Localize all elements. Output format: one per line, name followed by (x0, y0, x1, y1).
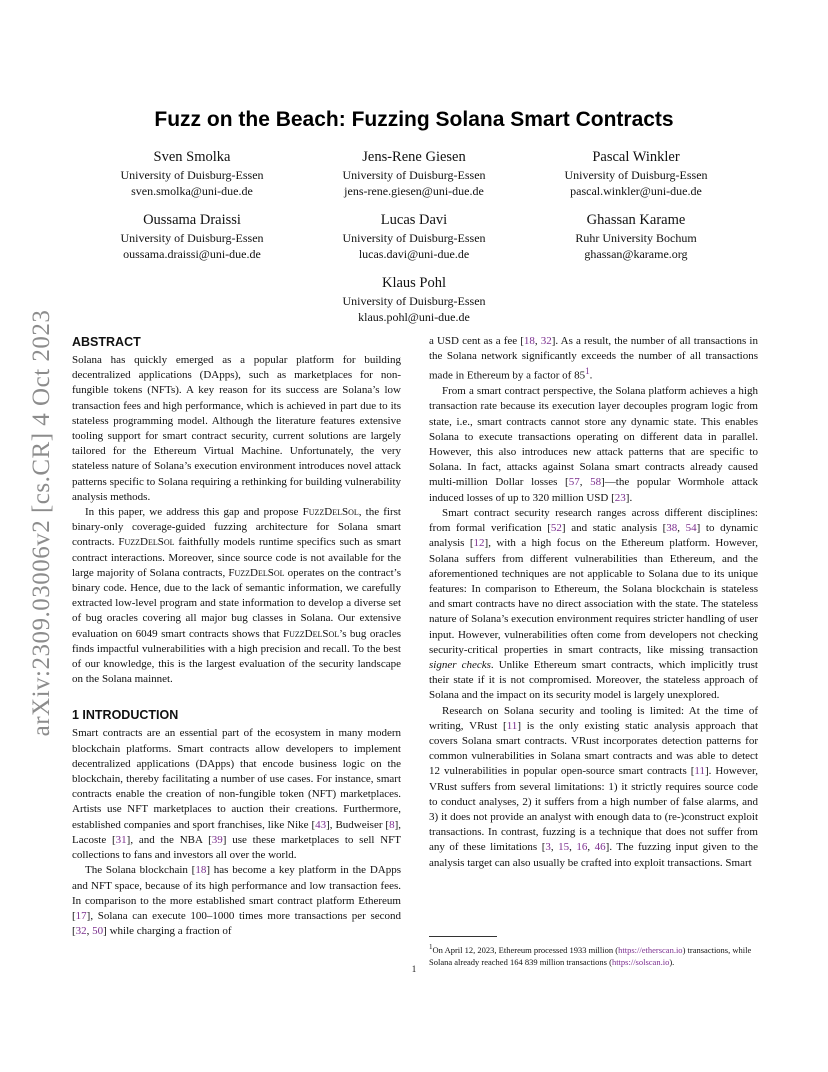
text-run: ] is the only existing static analysis approach that covers Solana smart contracts. VRust incorporates detection patterns for common vulnerabilities in Solana smart contracts and was able to detect 12 vulnerabilities in popular open-source smart contracts [ (429, 719, 758, 778)
text-run: From a smart contract perspective, the Solana platform achieves a high transaction rate because its execution layer decouples program logic from state, i.e., smart contracts cannot store any dynamic state. This enables Solana to execute transactions operating on different data in parallel. However, this also introduces new attack patterns that are specific to Solana. In fact, attacks against Solana smart contracts already caused multi-million Dollar losses [ (429, 385, 758, 489)
author-email: klaus.pohl@uni-due.de (358, 310, 470, 324)
author-affiliation: University of Duisburg-Essen (564, 168, 708, 182)
arxiv-identifier (22, 296, 62, 750)
right-column (429, 334, 758, 871)
author-affiliation: University of Duisburg-Essen (120, 168, 264, 182)
citation-link[interactable]: 12 (473, 537, 485, 550)
author-name: Lucas Davi (380, 212, 448, 228)
text-run: a USD cent as a fee [ (429, 335, 524, 347)
text-run: ). (669, 956, 675, 967)
text-run: ]. As a result, the number of all transactions in the Solana network significantly exceeds the number of all transactions made in Ethereum by a factor of 85 (429, 335, 758, 383)
citation-link[interactable]: 58 (590, 476, 602, 489)
author-name: Klaus Pohl (381, 275, 447, 291)
author-affiliation: Ruhr University Bochum (575, 231, 697, 245)
text-run: The Solana blockchain [ (85, 864, 196, 877)
citation-link[interactable]: 43 (315, 818, 327, 831)
right-paragraph-2: From a smart contract perspective, the Solana platform achieves a high transaction rate because its execution layer decouples program logic from state, i.e., smart contracts cannot store any dynamic state. This enables Solana to execute transactions operating on different data in parallel. However, this also introduces new attack patterns that are specific to Solana. In fact, attacks against Solana smart contracts already caused multi-million Dollar losses [57, 58]—the popular Wormhole attack induced losses of up to 320 million USD [23]. (429, 385, 758, 504)
author-block (516, 210, 756, 262)
citation-link[interactable]: 32 (75, 925, 87, 938)
author-affiliation: University of Duisburg-Essen (342, 168, 486, 182)
citation-link[interactable]: 15 (558, 841, 570, 854)
citation-link[interactable]: 11 (506, 719, 518, 732)
text-run: ]. The fuzzing input given to the analysis target can also usually be crafted into exploit transactions. Smart (429, 841, 759, 869)
citation-link[interactable]: 16 (576, 841, 588, 854)
intro-paragraph-1 (72, 726, 401, 863)
paper-title: Fuzz on the Beach: Fuzzing Solana Smart Contracts (154, 108, 674, 131)
text-run: In this paper, we address this gap and propose (85, 506, 303, 519)
tool-name: FuzzDelSol (228, 566, 285, 579)
text-run: ], Solana can execute 100–1000 times more transactions per second [ (72, 909, 401, 938)
text-run: ’s bug oracles finds impactful vulnerabilities with a high precision and recall. To the best of our knowledge, this is the largest evaluation of the security landscape on the Solana mainnet. (72, 627, 402, 686)
right-paragraph-1: a USD cent as a fee [18, 32]. As a result, the number of all transactions in the Solana network significantly exceeds the number of all transactions made in Ethereum by a factor of 85$^1$. (429, 335, 758, 383)
text-run: ], Lacoste [ (72, 818, 401, 846)
abstract-paragraph-2 (72, 505, 401, 687)
citation-link[interactable]: 18 (195, 864, 207, 877)
text-run: ], and the NBA [ (126, 833, 212, 846)
text-run: , the first binary-only coverage-guided fuzzing architecture for Solana smart contracts. (72, 506, 401, 549)
text-run: ] while charging a fraction of (103, 925, 232, 938)
citation-link[interactable]: 31 (115, 833, 127, 846)
citation-link[interactable]: 17 (75, 909, 87, 922)
page-number: 1 (411, 964, 417, 974)
tool-name: FuzzDelSol (118, 536, 175, 549)
author-block (516, 147, 756, 199)
arxiv-id-text: arXiv:2309.03006v2 [cs.CR] 4 Oct 2023 (28, 309, 55, 737)
introduction-heading: 1 INTRODUCTION (72, 708, 179, 723)
tool-name: FuzzDelSol (282, 627, 340, 640)
citation-link[interactable]: 39 (211, 833, 223, 846)
citation-link[interactable]: 11 (694, 765, 705, 778)
text-run: Smart contracts are an essential part of the ecosystem in many modern blockchain platforms. Smart contracts allow developers to implement decentralized applications (DApps) that encode business logic on the blockchain, thereby facilitating a number of use cases. For instance, smart contracts enable the creation of non-fungible token (NFT) marketplaces. Artists use NFT marketplaces to auction their creations. Furthermore, established companies and sport franchises, like Nike [ (72, 727, 401, 831)
citation-link[interactable]: 18 (523, 335, 535, 347)
abstract-heading: ABSTRACT (72, 335, 141, 349)
author-email: sven.smolka@uni-due.de (131, 184, 253, 198)
right-paragraph-3: Smart contract security research ranges across different disciplines: from formal verification [52] and static analysis [38, 54] to dynamic analysis [12], with a high focus on the Ethereum platform. However, Solana suffers from different vulnerabilities than Ethereum, and the aforementioned techniques are not applicable to Solana due to its unique features: In comparison to Ethereum, the Solana blockchain is stateless and smart contracts have no direct association with the state. The stateless nature of Solana’s execution environment requires stricter handling of user input. However, vulnerabilities often come from developers not checking security-critical properties in smart contracts, like missing transaction signer checks. Unlike Ethereum smart contracts, which implicitly trust their state if it is not compromised. Moreover, the stateless approach of Solana and the impact on its security model is largely unexplored. (429, 506, 758, 702)
right-paragraph-4: Research on Solana security and tooling is limited: At the time of writing, VRust [11] is the only existing static analysis approach that covers Solana smart contracts. VRust incorporates detection patterns for common vulnerabilities in Solana smart contracts and was able to detect 12 vulnerabilities in popular open-source smart contracts [11]. However, VRust suffers from several limitations: 1) it strictly requires source code to conduct analyses, 2) it suffers from a high number of false alarms, and 3) it does not provide an analyst with enough data to (re-)construct exploit transactions. In contrast, fuzzing is a technique that does not suffer from any of these limitations [3, 15, 16, 46]. The fuzzing input given to the analysis target can also usually be crafted into exploit transactions. Smart (429, 704, 759, 869)
emphasis-text: signer checks (429, 658, 491, 671)
citation-link[interactable]: 3 (545, 841, 551, 854)
text-run: On April 12, 2023, Ethereum processed 1933 million ( (432, 944, 619, 955)
citation-link[interactable]: 23 (614, 491, 626, 504)
author-name: Jens-Rene Giesen (362, 149, 466, 165)
text-run: ) transactions, while Solana already reached 164 839 million transactions ( (429, 944, 752, 967)
text-run: operates on the contract’s binary code. Hence, due to the lack of semantic information, we carefully extracted low-level program and state information to develop a diverse set of bug oracles covering all major bug classes in Solana. Our extensive evaluation on 6049 smart contracts shows that (72, 566, 401, 640)
text-run: faithfully models runtime specifics such as smart contract interactions. Moreover, since source code is not available for the large majority of Solana contracts, (72, 536, 402, 579)
author-block (72, 147, 312, 199)
footnote-marker[interactable]: 1 (585, 366, 590, 377)
footnote-link[interactable]: https://solscan.io (611, 956, 670, 967)
author-name: Oussama Draissi (143, 212, 241, 228)
author-affiliation: University of Duisburg-Essen (120, 231, 264, 245)
citation-link[interactable]: 52 (550, 522, 562, 535)
text-run: ]—the popular Wormhole attack induced losses of up to 320 million USD [ (429, 476, 758, 504)
author-email: oussama.draissi@uni-due.de (123, 247, 261, 261)
author-name: Sven Smolka (153, 149, 231, 165)
author-block (294, 210, 534, 262)
intro-paragraph-2: The Solana blockchain [18] has become a key platform in the DApps and NFT space, because of its high performance and low transaction fees. In comparison to the more established smart contract platform Ethereum [17], Solana can execute 100–1000 times more transactions per second [32, 50] while charging a fraction of (72, 864, 401, 938)
footnote-rule (429, 936, 497, 937)
text-run: . Unlike Ethereum smart contracts, which implicitly trust their state if it is not compromised. Moreover, the stateless approach of Solana and the impact on its security model is largely unexplored. (429, 658, 758, 702)
citation-link[interactable]: 57 (568, 476, 580, 489)
text-run: ] and static analysis [ (561, 522, 667, 535)
text-run: ], Budweiser [ (326, 818, 390, 831)
author-email: jens-rene.giesen@uni-due.de (344, 184, 484, 198)
author-email: lucas.davi@uni-due.de (358, 247, 470, 261)
tool-name: FuzzDelSol (302, 506, 359, 519)
author-email: pascal.winkler@uni-due.de (570, 184, 702, 198)
left-column (72, 334, 401, 939)
text-run: Smart contract security research ranges across different disciplines: from formal verification [ (429, 506, 758, 535)
author-block (294, 273, 534, 325)
text-run: Research on Solana security and tooling is limited: At the time of writing, VRust [ (429, 704, 758, 732)
citation-link[interactable]: 8 (389, 818, 395, 831)
author-affiliation: University of Duisburg-Essen (342, 294, 486, 308)
abstract-paragraph-1: Solana has quickly emerged as a popular platform for building decentralized applications (DApps), such as marketplaces for non-fungible tokens (NFTs). A key reason for its success are Solana’s low transaction fees and high performance, which is achieved in part due to its stateless programming model. Although the literature features extensive tooling support for smart contract security, current solutions are largely tailored for the Ethereum Virtual Machine. Unfortunately, the very stateless nature of Solana’s execution environment introduces novel attack patterns specific to Solana requiring a rethinking for building vulnerability analysis methods. (72, 354, 401, 503)
text-run: ] has become a key platform in the DApps and NFT space, because of its high performance and low transaction fees. In comparison to the more established smart contract platform Ethereum [ (72, 864, 401, 922)
text-run: ], with a high focus on the Ethereum platform. However, Solana suffers from different vulnerabilities than Ethereum, and the aforementioned techniques are not applicable to Solana due to its unique features: In comparison to Ethereum, the Solana blockchain is stateless and smart contracts have no direct association with the state. The stateless nature of Solana’s execution environment requires stricter handling of user input. However, vulnerabilities often come from developers not checking security-critical properties in smart contracts, like missing transaction (429, 537, 758, 656)
text-run: ] use these marketplaces to sell NFT collections to fans and investors all over the world. (72, 833, 401, 862)
author-block (294, 147, 534, 199)
text-run: ] to dynamic analysis [ (429, 522, 758, 550)
author-affiliation: University of Duisburg-Essen (342, 231, 486, 245)
citation-link[interactable]: 54 (685, 522, 697, 535)
author-name: Ghassan Karame (586, 212, 686, 228)
author-email: ghassan@karame.org (584, 247, 688, 261)
author-name: Pascal Winkler (592, 149, 680, 165)
footnote-link[interactable]: https://etherscan.io (618, 944, 683, 955)
text-run: ]. However, VRust suffers from several limitations: 1) it strictly requires source code to conduct analyses, 2) it suffers from a high number of false alarms, and 3) it does not provide an analyst with enough data to (re-)construct exploit transactions. In contrast, fuzzing is a technique that does not suffer from any of these limitations [ (429, 765, 758, 854)
citation-link[interactable]: 50 (92, 925, 104, 938)
citation-link[interactable]: 38 (666, 522, 678, 535)
citation-link[interactable]: 32 (540, 335, 552, 347)
footnote-number: 1 (429, 943, 433, 951)
author-block (72, 210, 312, 262)
citation-link[interactable]: 46 (594, 841, 606, 854)
